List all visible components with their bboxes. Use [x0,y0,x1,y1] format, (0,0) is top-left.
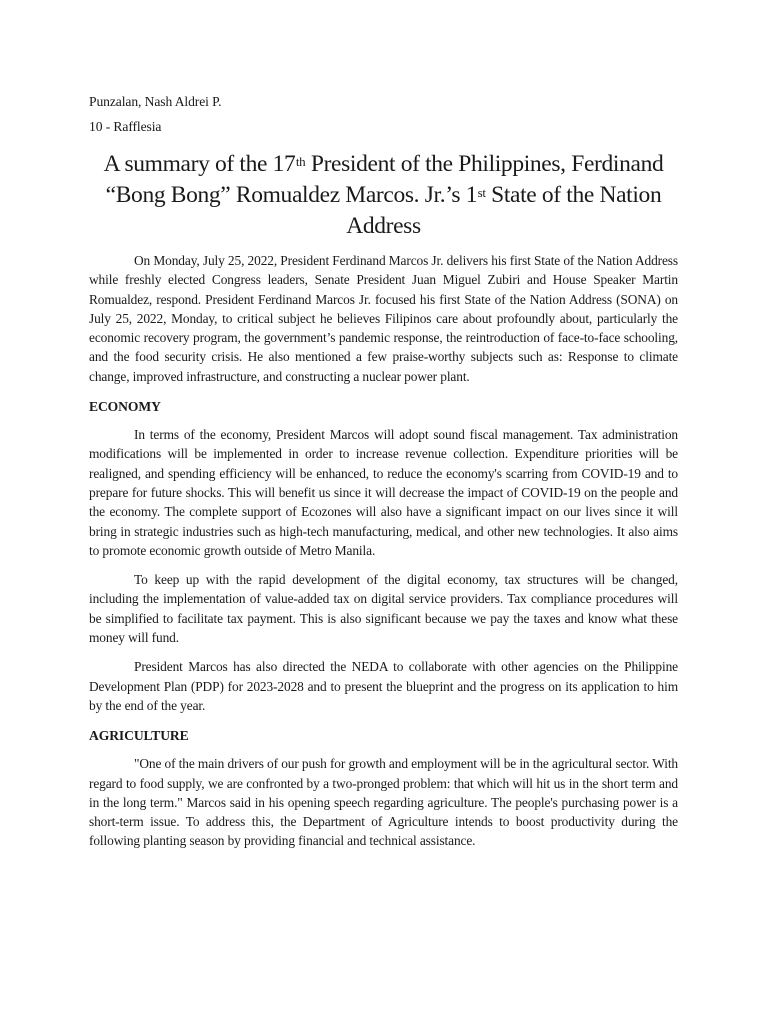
document-title [89,149,678,242]
title-part-1: A summary of the 17 [103,151,296,177]
document-body [89,92,678,851]
intro-paragraph: On Monday, July 25, 2022, President Ferdinand Marcos Jr. delivers his first State of the Nation Address while freshly elected Congress leaders, Senate President Juan Miguel Zubiri and House Speaker Martin Romualdez, respond. President Ferdinand Marcos Jr. focused his first State of the Nation Address (SONA) on July 25, 2022, Monday, to critical subject he believes Filipinos care about profoundly about, particularly the economic recovery program, the government’s pandemic response, the reintroduction of face-to-face schooling, and the food security crisis. He also mentioned a few praise-worthy subjects such as: Response to climate change, improved infrastructure, and constructing a nuclear power plant. [89,253,678,384]
agriculture-heading: AGRICULTURE [89,728,189,744]
title-part-3: State of the Nation Address [346,182,662,239]
economy-paragraph-1: In terms of the economy, President Marcos will adopt sound fiscal management. Tax administration modifications will be implemented in order to increase revenue collection. Expenditure priorities will be realigned, and spending efficiency will be enhanced, to reduce the economy's scarring from COVID-19 and to prepare for future shocks. This will benefit us since it will decrease the impact of COVID-19 on the people and the economy. The complete support of Ecozones will also have a significant impact on our lives since it will bring in strategic industries such as high-tech manufacturing, medical, and other new technologies. It also aims to promote economic growth outside of Metro Manila. [89,427,678,558]
title-part-2: President of the Philippines, Ferdinand “Bong Bong” Romualdez Marcos. Jr.’s 1 [105,151,664,208]
economy-paragraph-3: President Marcos has also directed the NEDA to collaborate with other agencies on the Philippine Development Plan (PDP) for 2023-2028 and to present the blueprint and the progress on its application to him by the end of the year. [89,659,678,713]
economy-heading: ECONOMY [89,399,161,415]
agriculture-paragraph-1: "One of the main drivers of our push for growth and employment will be in the agricultural sector. With regard to food supply, we are confronted by a two-pronged problem: that which will hit us in the short term and in the long term." Marcos said in his opening speech regarding agriculture. The people's purchasing power is a short-term issue. To address this, the Department of Agriculture intends to boost productivity during the following planting season by providing financial and technical assistance. [89,756,678,849]
title-superscript-st: st [477,185,486,200]
author-name: Punzalan, Nash Aldrei P. [89,94,222,109]
title-superscript-th: th [295,154,306,169]
class-section: 10 - Rafflesia [89,119,162,134]
economy-paragraph-2: To keep up with the rapid development of the digital economy, tax structures will be changed, including the implementation of value-added tax on digital service providers. Tax compliance procedures will be simplified to facilitate tax payment. This is also significant because we pay the taxes and know what these money will fund. [89,572,678,646]
